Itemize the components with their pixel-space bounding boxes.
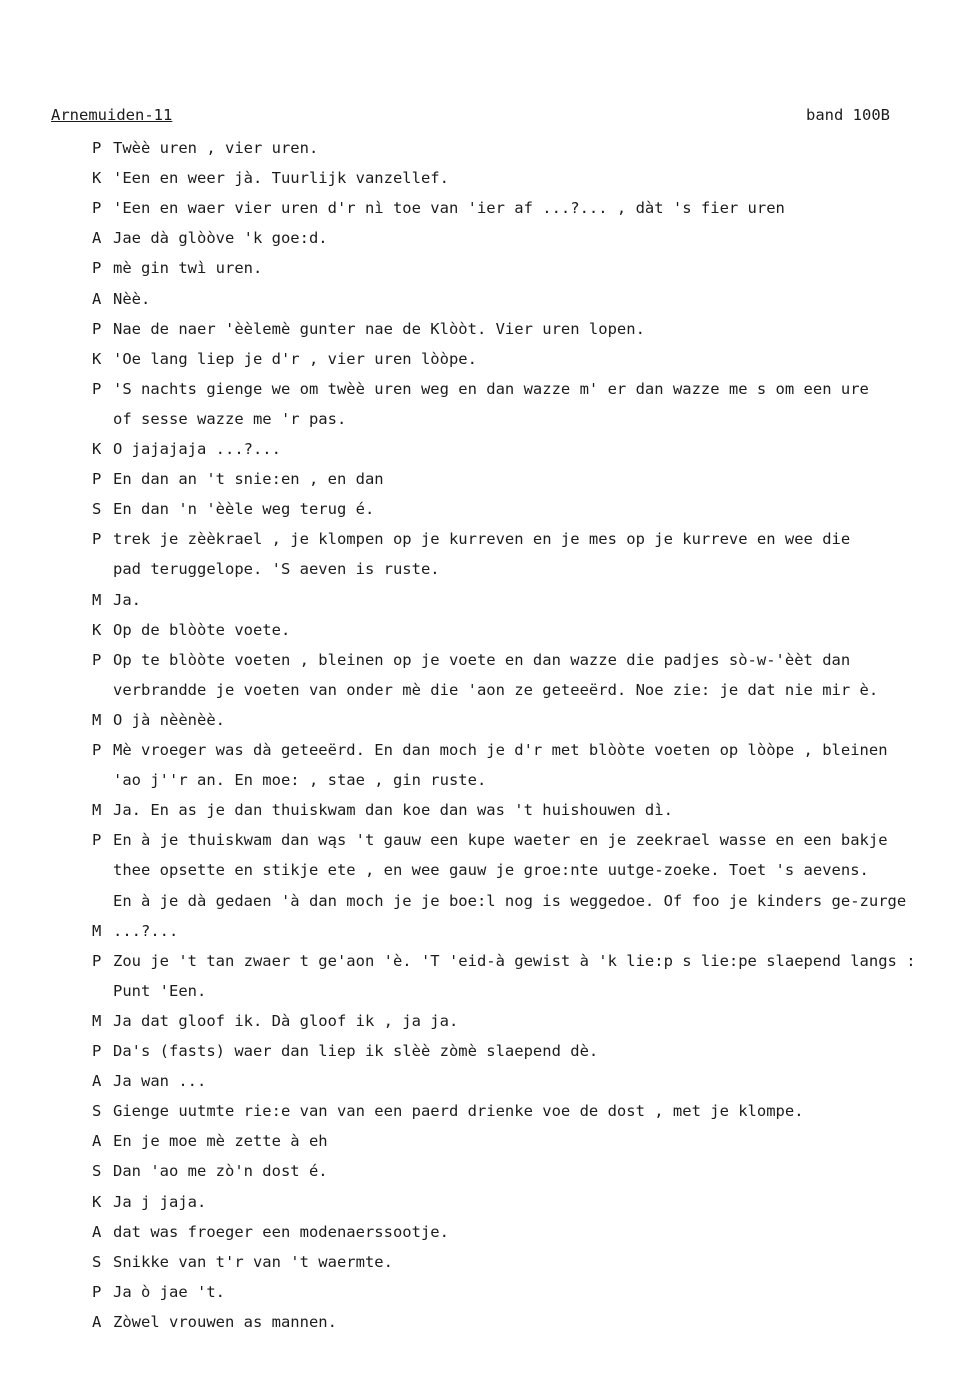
speaker-label: A bbox=[92, 1312, 102, 1331]
transcript-line bbox=[92, 440, 281, 462]
utterance-text: thee opsette en stikje ete , en wee gauw je groe:nte uutge-zoeke. Toet 's aevens. bbox=[113, 861, 869, 880]
transcript-line bbox=[92, 922, 178, 944]
transcript-line bbox=[113, 982, 206, 1004]
speaker-label: S bbox=[92, 1162, 102, 1181]
utterance-text: Snikke van t'r van 't waermte. bbox=[113, 1252, 393, 1271]
utterance-text: En à je thuiskwam dan wąs 't gauw een kupe waeter en je zeekrael wasse en een bakje bbox=[113, 831, 888, 850]
transcript-line bbox=[92, 530, 850, 552]
transcript-line bbox=[92, 1283, 225, 1305]
transcript-line bbox=[92, 350, 477, 372]
utterance-text: Zou je 't tan zwaer t ge'aon 'è. 'T 'eid-à gewist à 'k lie:p s lie:pe slaepend langs : bbox=[113, 951, 916, 970]
transcript-line bbox=[92, 651, 850, 673]
speaker-label: A bbox=[92, 1132, 102, 1151]
utterance-text: 'Een en waer vier uren d'r nì toe van 'ier af ...?... , dàt 's fier uren bbox=[113, 199, 785, 218]
utterance-text: Gienge uutmte rie:e van van een paerd drienke voe de dost , met je klompe. bbox=[113, 1102, 804, 1121]
transcript-line bbox=[92, 169, 449, 191]
transcript-line bbox=[92, 470, 384, 492]
utterance-text: Jae dà glòòve 'k goe:d. bbox=[113, 229, 328, 248]
utterance-text: Ja ò jae 't. bbox=[113, 1282, 225, 1301]
transcript-line bbox=[113, 771, 486, 793]
utterance-text: Nèè. bbox=[113, 289, 151, 308]
speaker-label: A bbox=[92, 229, 102, 248]
utterance-text: Ja dat gloof ik. Dà gloof ik , ja ja. bbox=[113, 1011, 459, 1030]
transcript-line bbox=[92, 1162, 328, 1184]
transcript-line bbox=[92, 1223, 449, 1245]
transcript-line bbox=[92, 320, 645, 342]
transcript-line bbox=[113, 681, 878, 703]
utterance-text: Ja. En as je dan thuiskwam dan koe dan was 't huishouwen dì. bbox=[113, 801, 673, 820]
utterance-text: Ja. bbox=[113, 590, 141, 609]
utterance-text: of sesse wazze me 'r pas. bbox=[113, 409, 347, 428]
utterance-text: En dan 'n 'èèle weg terug é. bbox=[113, 500, 375, 519]
transcript-line bbox=[92, 1012, 458, 1034]
transcript-line bbox=[92, 1313, 337, 1335]
utterance-text: Punt 'Een. bbox=[113, 981, 207, 1000]
utterance-text: 'Een en weer jà. Tuurlijk vanzellef. bbox=[113, 169, 449, 188]
speaker-label: P bbox=[92, 379, 102, 398]
utterance-text: 'S nachts gienge we om twèè uren weg en dan wazze m' er dan wazze me s om een ure bbox=[113, 379, 869, 398]
speaker-label: P bbox=[92, 259, 102, 278]
speaker-label: P bbox=[92, 741, 102, 759]
utterance-text: O jajajaja ...?... bbox=[113, 440, 281, 458]
utterance-text: O jà nèènèè. bbox=[113, 710, 225, 729]
transcript-line bbox=[92, 500, 374, 522]
transcript-line bbox=[92, 259, 262, 281]
speaker-label: S bbox=[92, 1102, 102, 1121]
transcript-line bbox=[92, 591, 141, 613]
speaker-label: K bbox=[92, 169, 102, 188]
transcript-line bbox=[92, 831, 888, 853]
utterance-text: mè gin twì uren. bbox=[113, 259, 263, 278]
transcript-line bbox=[92, 139, 318, 161]
utterance-text: pad teruggelope. 'S aeven is ruste. bbox=[113, 560, 440, 579]
speaker-label: P bbox=[92, 831, 102, 850]
document-title: Arnemuiden-11 bbox=[51, 106, 173, 124]
transcript-line bbox=[92, 952, 916, 974]
utterance-text: 'ao j''r an. En moe: , stae , gin ruste. bbox=[113, 771, 487, 790]
utterance-text: En je moe mè zette à eh bbox=[113, 1132, 328, 1151]
speaker-label: M bbox=[92, 590, 102, 609]
transcript-line bbox=[92, 199, 785, 221]
speaker-label: A bbox=[92, 1222, 102, 1241]
transcript-line bbox=[92, 1253, 393, 1275]
utterance-text: Twèè uren , vier uren. bbox=[113, 139, 319, 157]
utterance-text: Mè vroeger was dà geteeërd. En dan moch je d'r met blòòte voeten op lòòpe , bleinen bbox=[113, 741, 888, 759]
utterance-text: verbrandde je voeten van onder mè die 'aon ze geteeërd. Noe zie: je dat nie mir è. bbox=[113, 680, 879, 699]
speaker-label: K bbox=[92, 349, 102, 368]
transcript-line bbox=[92, 229, 328, 251]
speaker-label: P bbox=[92, 1282, 102, 1301]
speaker-label: P bbox=[92, 951, 102, 970]
transcript-line bbox=[92, 380, 869, 402]
utterance-text: Op de blòòte voete. bbox=[113, 620, 291, 639]
transcript-line bbox=[92, 1193, 206, 1215]
speaker-label: K bbox=[92, 440, 102, 458]
utterance-text: Da's (fasts) waer dan liep ik slèè zòmè slaepend dè. bbox=[113, 1042, 599, 1060]
transcript-line bbox=[113, 892, 906, 914]
speaker-label: P bbox=[92, 530, 102, 549]
utterance-text: ...?... bbox=[113, 921, 179, 940]
transcript-line bbox=[113, 410, 346, 432]
utterance-text: Dan 'ao me zò'n dost é. bbox=[113, 1162, 328, 1181]
transcript-line bbox=[92, 1132, 328, 1154]
utterance-text: En dan an 't snie:en , en dan bbox=[113, 470, 384, 489]
speaker-label: S bbox=[92, 1252, 102, 1271]
transcript-line bbox=[92, 711, 225, 733]
utterance-text: En à je dà gedaen 'à dan moch je je boe:l nog is weggedoe. Of foo je kinders ge-zurge bbox=[113, 891, 907, 910]
utterance-text: 'Oe lang liep je d'r , vier uren lòòpe. bbox=[113, 349, 477, 368]
speaker-label: P bbox=[92, 650, 102, 669]
speaker-label: M bbox=[92, 710, 102, 729]
speaker-label: P bbox=[92, 199, 102, 218]
speaker-label: M bbox=[92, 921, 102, 940]
utterance-text: Zòwel vrouwen as mannen. bbox=[113, 1312, 337, 1331]
utterance-text: Op te blòòte voeten , bleinen op je voete en dan wazze die padjes sò-w-'èèt dan bbox=[113, 650, 851, 669]
transcript-line bbox=[92, 621, 290, 643]
transcript-line bbox=[113, 861, 869, 883]
transcript-line bbox=[92, 741, 888, 763]
utterance-text: Nae de naer 'èèlemè gunter nae de Klòòt. Vier uren lopen. bbox=[113, 319, 645, 338]
utterance-text: Ja j jaja. bbox=[113, 1192, 207, 1211]
speaker-label: P bbox=[92, 139, 102, 157]
utterance-text: dat was froeger een modenaerssootje. bbox=[113, 1222, 449, 1241]
speaker-label: K bbox=[92, 1192, 102, 1211]
speaker-label: M bbox=[92, 1011, 102, 1030]
speaker-label: P bbox=[92, 470, 102, 489]
transcript-line bbox=[113, 560, 440, 582]
speaker-label: A bbox=[92, 1072, 102, 1091]
speaker-label: M bbox=[92, 801, 102, 820]
transcript-line bbox=[92, 801, 673, 823]
speaker-label: S bbox=[92, 500, 102, 519]
utterance-text: trek je zèèkrael , je klompen op je kurreven en je mes op je kurreve en wee die bbox=[113, 530, 851, 549]
transcript-line bbox=[92, 1042, 598, 1064]
speaker-label: A bbox=[92, 289, 102, 308]
utterance-text: Ja wan ... bbox=[113, 1072, 207, 1091]
speaker-label: K bbox=[92, 620, 102, 639]
speaker-label: P bbox=[92, 1042, 102, 1060]
transcript-line bbox=[92, 1072, 206, 1094]
transcript-line bbox=[92, 1102, 804, 1124]
transcript-line bbox=[92, 290, 150, 312]
speaker-label: P bbox=[92, 319, 102, 338]
band-label: band 100B bbox=[806, 106, 890, 124]
